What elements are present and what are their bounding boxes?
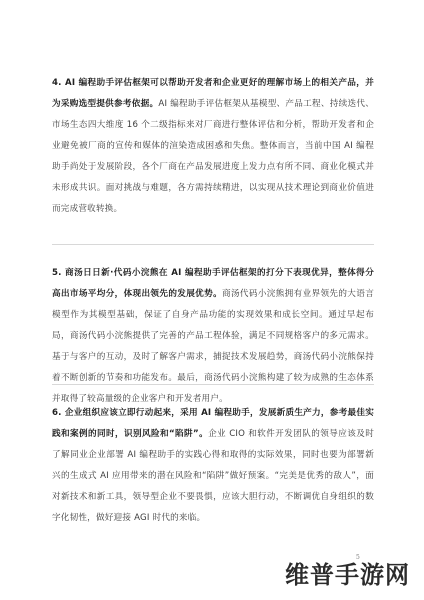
site-watermark: 维普手游网: [285, 561, 410, 589]
paragraph-4-body: AI 编程助手评估框架从基模型、产品工程、持续迭代、市场生态四大维度 16 个二级指标来对厂商进行整体评估和分析，帮助开发者和企业避免被厂商的宣传和媒体的渲染造成困惑和失焦。整体而言，当前中国 AI 编程助手尚处于发展阶段，各个厂商在产品发展进度上发力点有所不同、商业化模式并未形成共识。面对挑战与难题，各方需持续精进，以实现从技术理论到商业价值进而完成营收转换。: [52, 98, 374, 214]
section-divider: [52, 384, 374, 385]
paragraph-5: [52, 263, 374, 410]
paragraph-4-lead: 4. AI 编程助手评估框架可以帮助开发者和企业更好的理解市场上的相关产品，并为采购选型提供参考依据。: [52, 77, 374, 109]
paragraph-6-body: 企业 CIO 和软件开发团队的领导应该及时了解同业企业部署 AI 编程助手的实践心得和取得的实际效果，同时也要为部署新兴的生成式 AI 应用带来的潜在风险和“陷阱”做好预案。“完美是优秀的敌人”，面对新技术和新工具，领导型企业不要畏惧，应该大胆行动，不断调优自身组织的数字化韧性，做好迎接 AGI 时代的来临。: [52, 428, 374, 523]
paragraph-4: [52, 73, 374, 220]
section-divider: [52, 244, 374, 245]
page-number: 5: [356, 554, 360, 561]
paragraph-5-lead: 5. 商汤日日新·代码小浣熊在 AI 编程助手评估框架的打分下表现优异，整体得分高出市场平均分，体现出领先的发展优势。: [52, 267, 374, 299]
paragraph-5-body: 商汤代码小浣熊拥有业界领先的大语言模型作为其模型基础，保证了自身产品功能的实现效果和成长空间。通过早起布局，商汤代码小浣熊提供了完善的产品工程体验，满足不同规格客户的多元需求。基于与客户的互动，及时了解客户需求，捕捉技术发展趋势，商汤代码小浣熊保持着不断创新的节奏和功能发布。最后，商汤代码小浣熊构建了较为成熟的生态体系并取得了较高量级的企业客户和开发者用户。: [52, 288, 374, 404]
paragraph-6: [52, 403, 374, 529]
paragraph-6-lead: 6. 企业组织应该立即行动起来，采用 AI 编程助手，发展新质生产力，参考最佳实践和案例的同时，识别风险和“陷阱”。: [52, 407, 374, 439]
